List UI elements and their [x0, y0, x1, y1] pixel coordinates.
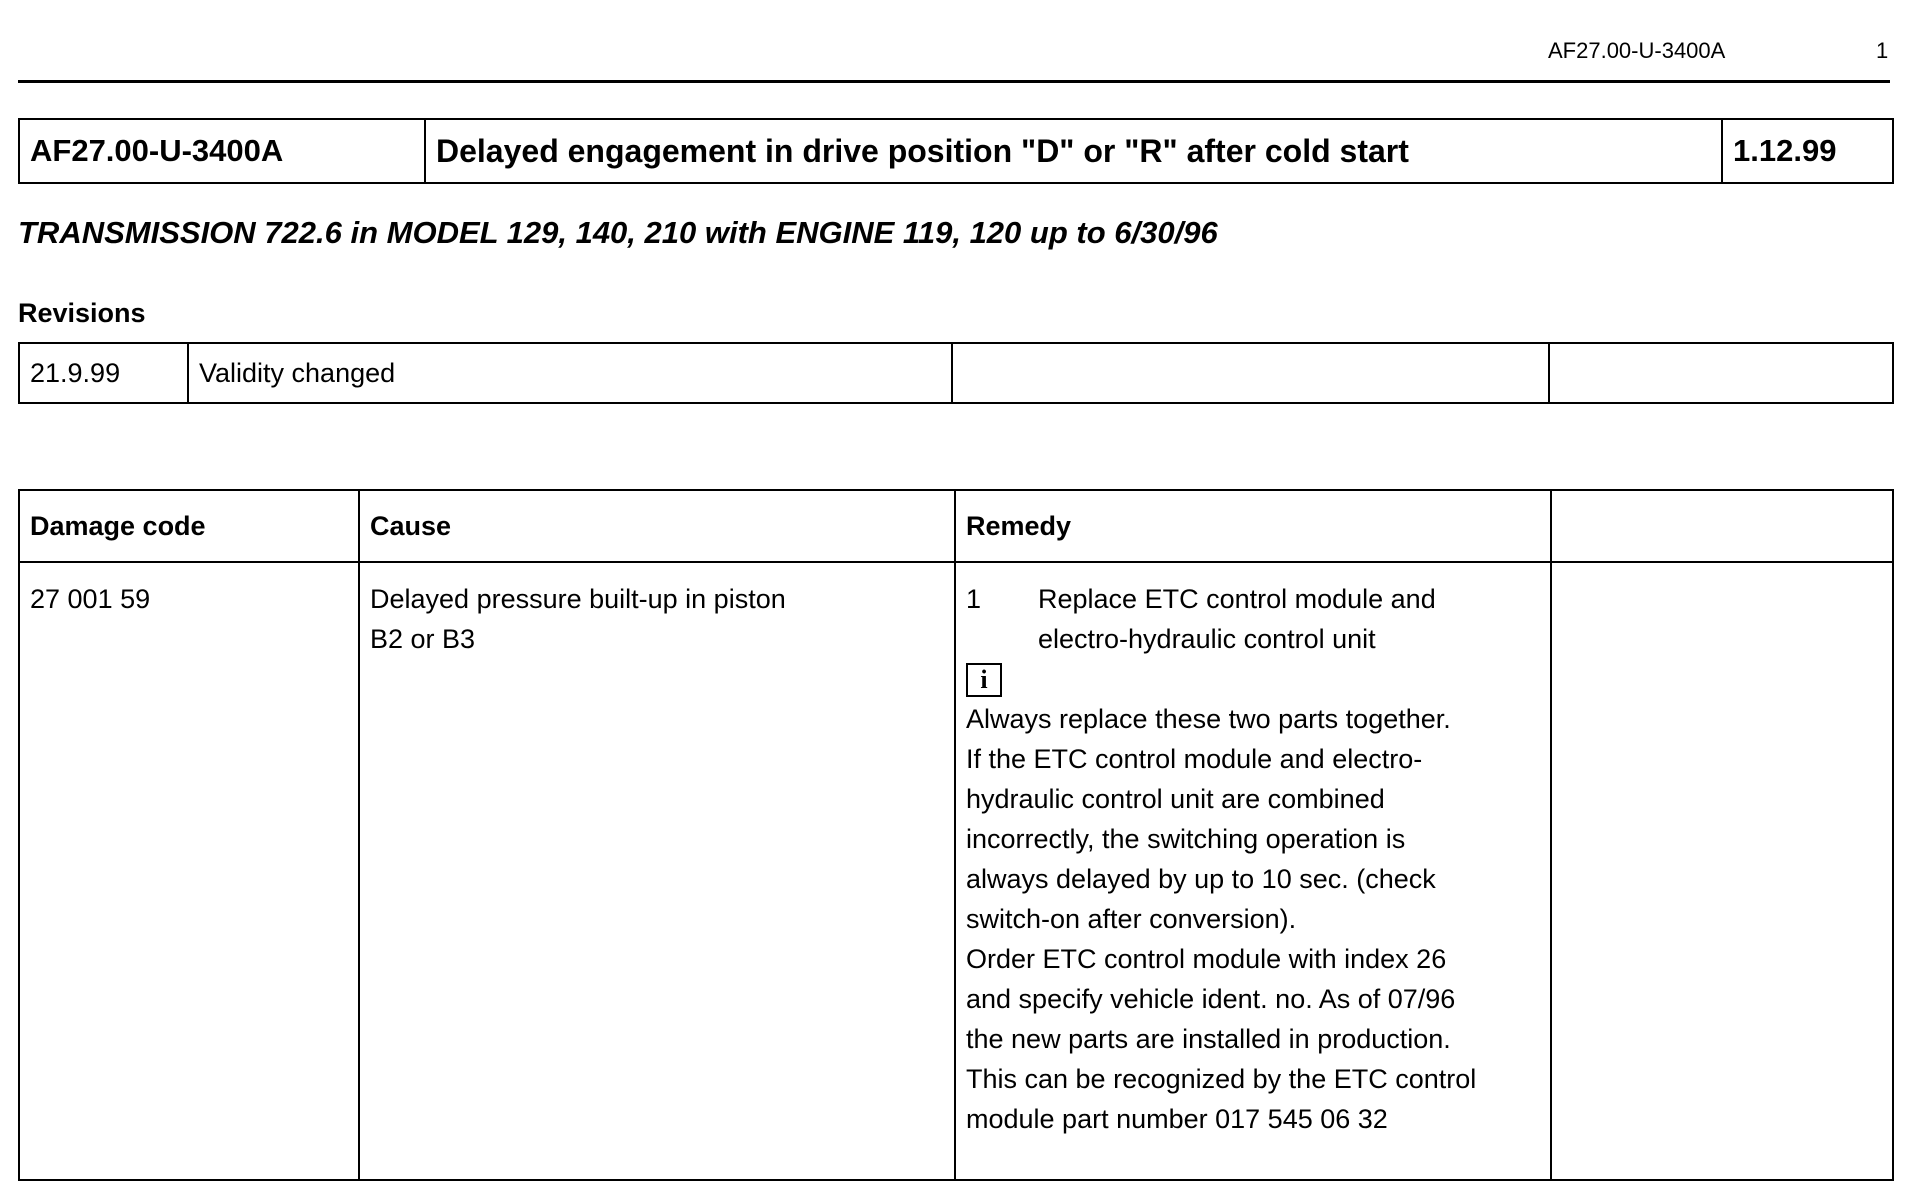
header-extra	[1551, 490, 1893, 562]
revision-col4	[1549, 343, 1893, 403]
header-doc-code: AF27.00-U-3400A	[1548, 38, 1726, 63]
remedy-step	[966, 579, 1540, 659]
applicability-subtitle: TRANSMISSION 722.6 in MODEL 129, 140, 210 with ENGINE 119, 120 up to 6/30/96	[18, 215, 1218, 250]
revisions-table	[18, 342, 1894, 404]
remedy-note	[966, 699, 1540, 1139]
note-line: the new parts are installed in production.	[966, 1024, 1451, 1054]
title-date: 1.12.99	[1722, 119, 1893, 183]
revision-col3	[952, 343, 1549, 403]
note-line: switch-on after conversion).	[966, 904, 1297, 934]
damage-table-header	[19, 490, 1893, 562]
note-line: always delayed by up to 10 sec. (check	[966, 864, 1436, 894]
page-number: 1	[1876, 38, 1889, 63]
cause-line: B2 or B3	[370, 624, 476, 654]
note-line: Always replace these two parts together.	[966, 704, 1451, 734]
title-code: AF27.00-U-3400A	[19, 119, 425, 183]
revision-row	[19, 343, 1893, 403]
remedy-step-number: 1	[966, 584, 982, 614]
note-line: This can be recognized by the ETC control	[966, 1064, 1477, 1094]
header-remedy: Remedy	[955, 490, 1551, 562]
header-divider	[18, 80, 1890, 83]
revision-date: 21.9.99	[19, 343, 188, 403]
extra-cell	[1551, 562, 1893, 1180]
revisions-heading: Revisions	[18, 298, 146, 328]
info-icon: i	[966, 663, 1002, 697]
damage-table-row	[19, 562, 1893, 1180]
note-line: hydraulic control unit are combined	[966, 784, 1385, 814]
header-damage-code: Damage code	[19, 490, 359, 562]
damage-code: 27 001 59	[19, 562, 359, 1180]
remedy-cell	[955, 562, 1551, 1180]
note-line: module part number 017 545 06 32	[966, 1104, 1388, 1134]
remedy-step-text	[1038, 579, 1540, 659]
remedy-step-line: electro-hydraulic control unit	[1038, 624, 1376, 654]
revision-text: Validity changed	[188, 343, 952, 403]
note-line: If the ETC control module and electro-	[966, 744, 1423, 774]
damage-table	[18, 489, 1894, 1181]
note-line: incorrectly, the switching operation is	[966, 824, 1406, 854]
remedy-step-line: Replace ETC control module and	[1038, 584, 1436, 614]
cause-cell	[359, 562, 955, 1180]
note-line: Order ETC control module with index 26	[966, 944, 1447, 974]
title-name: Delayed engagement in drive position "D" or "R" after cold start	[425, 119, 1722, 183]
cause-line: Delayed pressure built-up in piston	[370, 584, 786, 614]
note-line: and specify vehicle ident. no. As of 07/96	[966, 984, 1456, 1014]
header-cause: Cause	[359, 490, 955, 562]
title-table	[18, 118, 1894, 184]
